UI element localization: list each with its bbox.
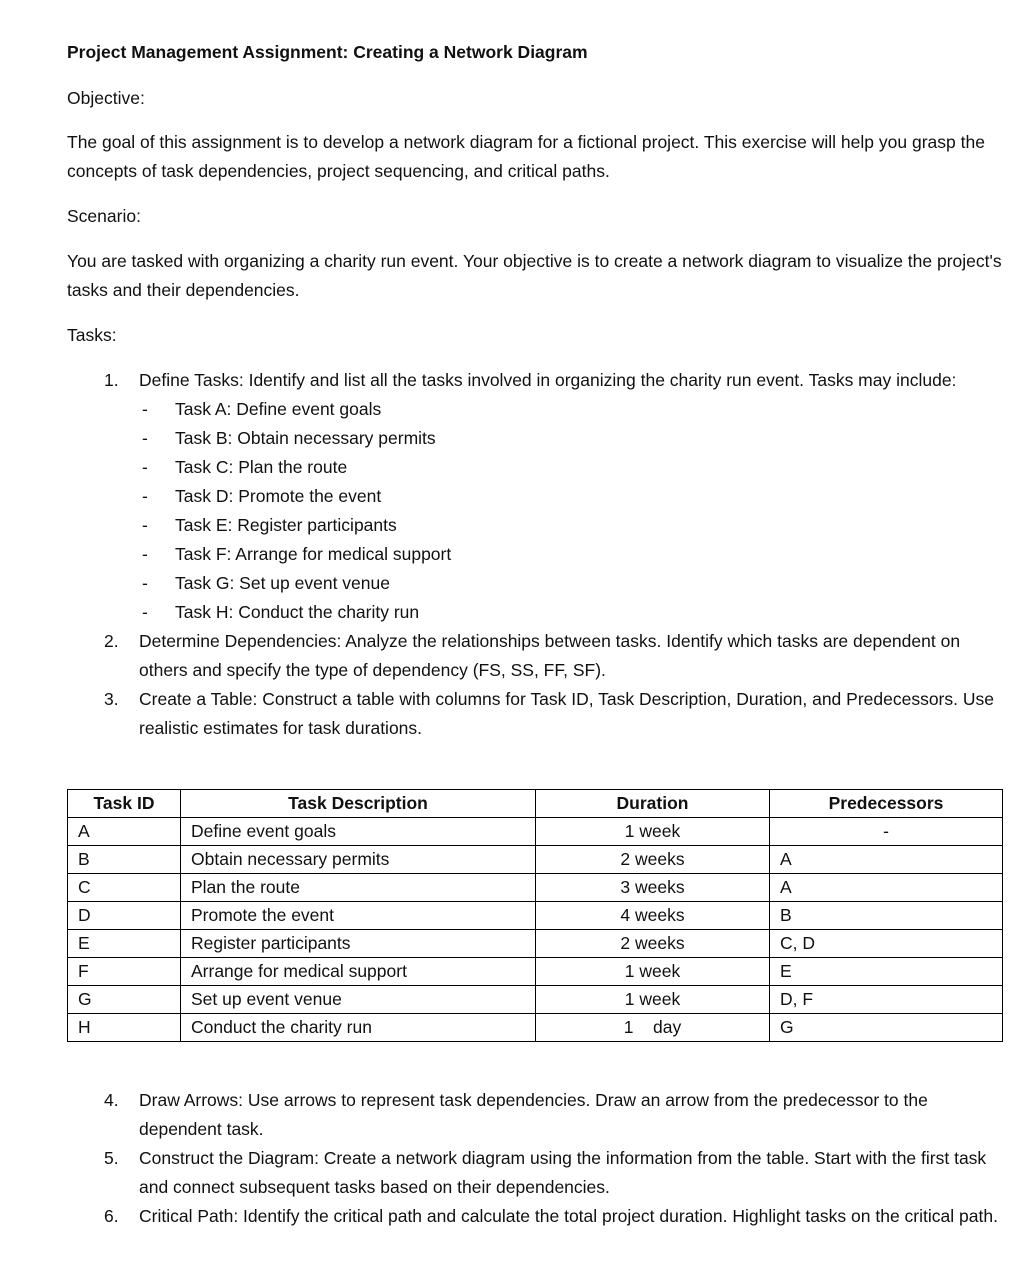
cell-task-id: D bbox=[68, 902, 181, 930]
cell-task-id: H bbox=[68, 1014, 181, 1042]
table-row bbox=[68, 930, 1003, 958]
cell-task-description: Set up event venue bbox=[181, 986, 536, 1014]
cell-task-description: Obtain necessary permits bbox=[181, 846, 536, 874]
step-text: Define Tasks: Identify and list all the tasks involved in organizing the charity run event. Tasks may include: bbox=[139, 370, 957, 390]
cell-task-description: Define event goals bbox=[181, 818, 536, 846]
step-1 bbox=[67, 366, 1004, 395]
cell-predecessors: E bbox=[770, 958, 1003, 986]
table-row bbox=[68, 986, 1003, 1014]
cell-task-id: G bbox=[68, 986, 181, 1014]
task-item bbox=[67, 569, 1004, 598]
header-predecessors: Predecessors bbox=[770, 790, 1003, 818]
cell-duration: 4 weeks bbox=[536, 902, 770, 930]
dash: - bbox=[142, 515, 148, 535]
steps-list-2 bbox=[67, 1086, 1004, 1231]
dash: - bbox=[142, 602, 148, 622]
step-number: 3. bbox=[104, 689, 119, 709]
task-item-text: Task G: Set up event venue bbox=[175, 573, 390, 593]
cell-task-id: C bbox=[68, 874, 181, 902]
step-text: Create a Table: Construct a table with columns for Task ID, Task Description, Duration, and Predecessors. Use realistic estimates for task durations. bbox=[139, 689, 994, 738]
dash: - bbox=[142, 486, 148, 506]
steps-list-1 bbox=[67, 366, 1004, 743]
task-item bbox=[67, 540, 1004, 569]
cell-task-description: Arrange for medical support bbox=[181, 958, 536, 986]
dash: - bbox=[142, 457, 148, 477]
cell-duration: 2 weeks bbox=[536, 846, 770, 874]
cell-duration: 3 weeks bbox=[536, 874, 770, 902]
header-task-description: Task Description bbox=[181, 790, 536, 818]
step-text: Critical Path: Identify the critical path and calculate the total project duration. Highlight tasks on the critical path. bbox=[139, 1206, 998, 1226]
cell-duration: 1 week bbox=[536, 986, 770, 1014]
task-item bbox=[67, 453, 1004, 482]
dash: - bbox=[142, 428, 148, 448]
cell-predecessors: C, D bbox=[770, 930, 1003, 958]
table-row bbox=[68, 818, 1003, 846]
cell-task-description: Plan the route bbox=[181, 874, 536, 902]
cell-predecessors: A bbox=[770, 874, 1003, 902]
cell-task-id: A bbox=[68, 818, 181, 846]
cell-duration: 2 weeks bbox=[536, 930, 770, 958]
step-4 bbox=[67, 1086, 1004, 1144]
cell-predecessors: B bbox=[770, 902, 1003, 930]
scenario-text: You are tasked with organizing a charity run event. Your objective is to create a network diagram to visualize the project's tasks and their dependencies. bbox=[67, 251, 1002, 300]
document-title: Project Management Assignment: Creating a Network Diagram bbox=[67, 42, 588, 62]
cell-task-id: F bbox=[68, 958, 181, 986]
step-number: 4. bbox=[104, 1090, 119, 1110]
cell-task-description: Promote the event bbox=[181, 902, 536, 930]
cell-duration: 1 week bbox=[536, 818, 770, 846]
dash: - bbox=[142, 399, 148, 419]
task-item-text: Task A: Define event goals bbox=[175, 399, 382, 419]
cell-predecessors: A bbox=[770, 846, 1003, 874]
task-item-text: Task F: Arrange for medical support bbox=[175, 544, 452, 564]
cell-task-description: Register participants bbox=[181, 930, 536, 958]
cell-task-id: B bbox=[68, 846, 181, 874]
task-item bbox=[67, 511, 1004, 540]
step-number: 5. bbox=[104, 1148, 119, 1168]
objective-text: The goal of this assignment is to develop a network diagram for a fictional project. This exercise will help you grasp the concepts of task dependencies, project sequencing, and critical paths. bbox=[67, 132, 985, 181]
step-3 bbox=[67, 685, 1004, 743]
task-item-text: Task E: Register participants bbox=[175, 515, 397, 535]
table-row bbox=[68, 874, 1003, 902]
step-5 bbox=[67, 1144, 1004, 1202]
step-number: 6. bbox=[104, 1206, 119, 1226]
task-item-text: Task D: Promote the event bbox=[175, 486, 382, 506]
tasks-heading: Tasks: bbox=[67, 325, 117, 345]
task-table bbox=[67, 789, 1003, 1042]
cell-duration: 1 week bbox=[536, 958, 770, 986]
cell-duration: 1 day bbox=[536, 1014, 770, 1042]
task-item bbox=[67, 598, 1004, 627]
cell-predecessors: D, F bbox=[770, 986, 1003, 1014]
step-text: Draw Arrows: Use arrows to represent task dependencies. Draw an arrow from the predecessor to the dependent task. bbox=[139, 1090, 928, 1139]
step-6 bbox=[67, 1202, 1004, 1231]
header-task-id: Task ID bbox=[68, 790, 181, 818]
task-item bbox=[67, 482, 1004, 511]
step-text: Determine Dependencies: Analyze the relationships between tasks. Identify which tasks are dependent on others and specify the type of dependency (FS, SS, FF, SF). bbox=[139, 631, 961, 680]
scenario-heading: Scenario: bbox=[67, 206, 141, 226]
table-row bbox=[68, 958, 1003, 986]
task-item-text: Task H: Conduct the charity run bbox=[175, 602, 420, 622]
cell-predecessors: G bbox=[770, 1014, 1003, 1042]
step-text: Construct the Diagram: Create a network diagram using the information from the table. Start with the first task and connect subsequent tasks based on their dependencies. bbox=[139, 1148, 987, 1197]
header-duration: Duration bbox=[536, 790, 770, 818]
step-2 bbox=[67, 627, 1004, 685]
step-number: 1. bbox=[104, 370, 119, 390]
table-row bbox=[68, 902, 1003, 930]
cell-predecessors: - bbox=[770, 818, 1003, 846]
table-header-row bbox=[68, 790, 1003, 818]
objective-heading: Objective: bbox=[67, 88, 145, 108]
task-item-text: Task C: Plan the route bbox=[175, 457, 348, 477]
task-sublist bbox=[67, 395, 1004, 627]
step-number: 2. bbox=[104, 631, 119, 651]
dash: - bbox=[142, 573, 148, 593]
cell-task-description: Conduct the charity run bbox=[181, 1014, 536, 1042]
task-item bbox=[67, 395, 1004, 424]
dash: - bbox=[142, 544, 148, 564]
table-row bbox=[68, 846, 1003, 874]
table-row bbox=[68, 1014, 1003, 1042]
cell-task-id: E bbox=[68, 930, 181, 958]
task-item bbox=[67, 424, 1004, 453]
task-item-text: Task B: Obtain necessary permits bbox=[175, 428, 436, 448]
